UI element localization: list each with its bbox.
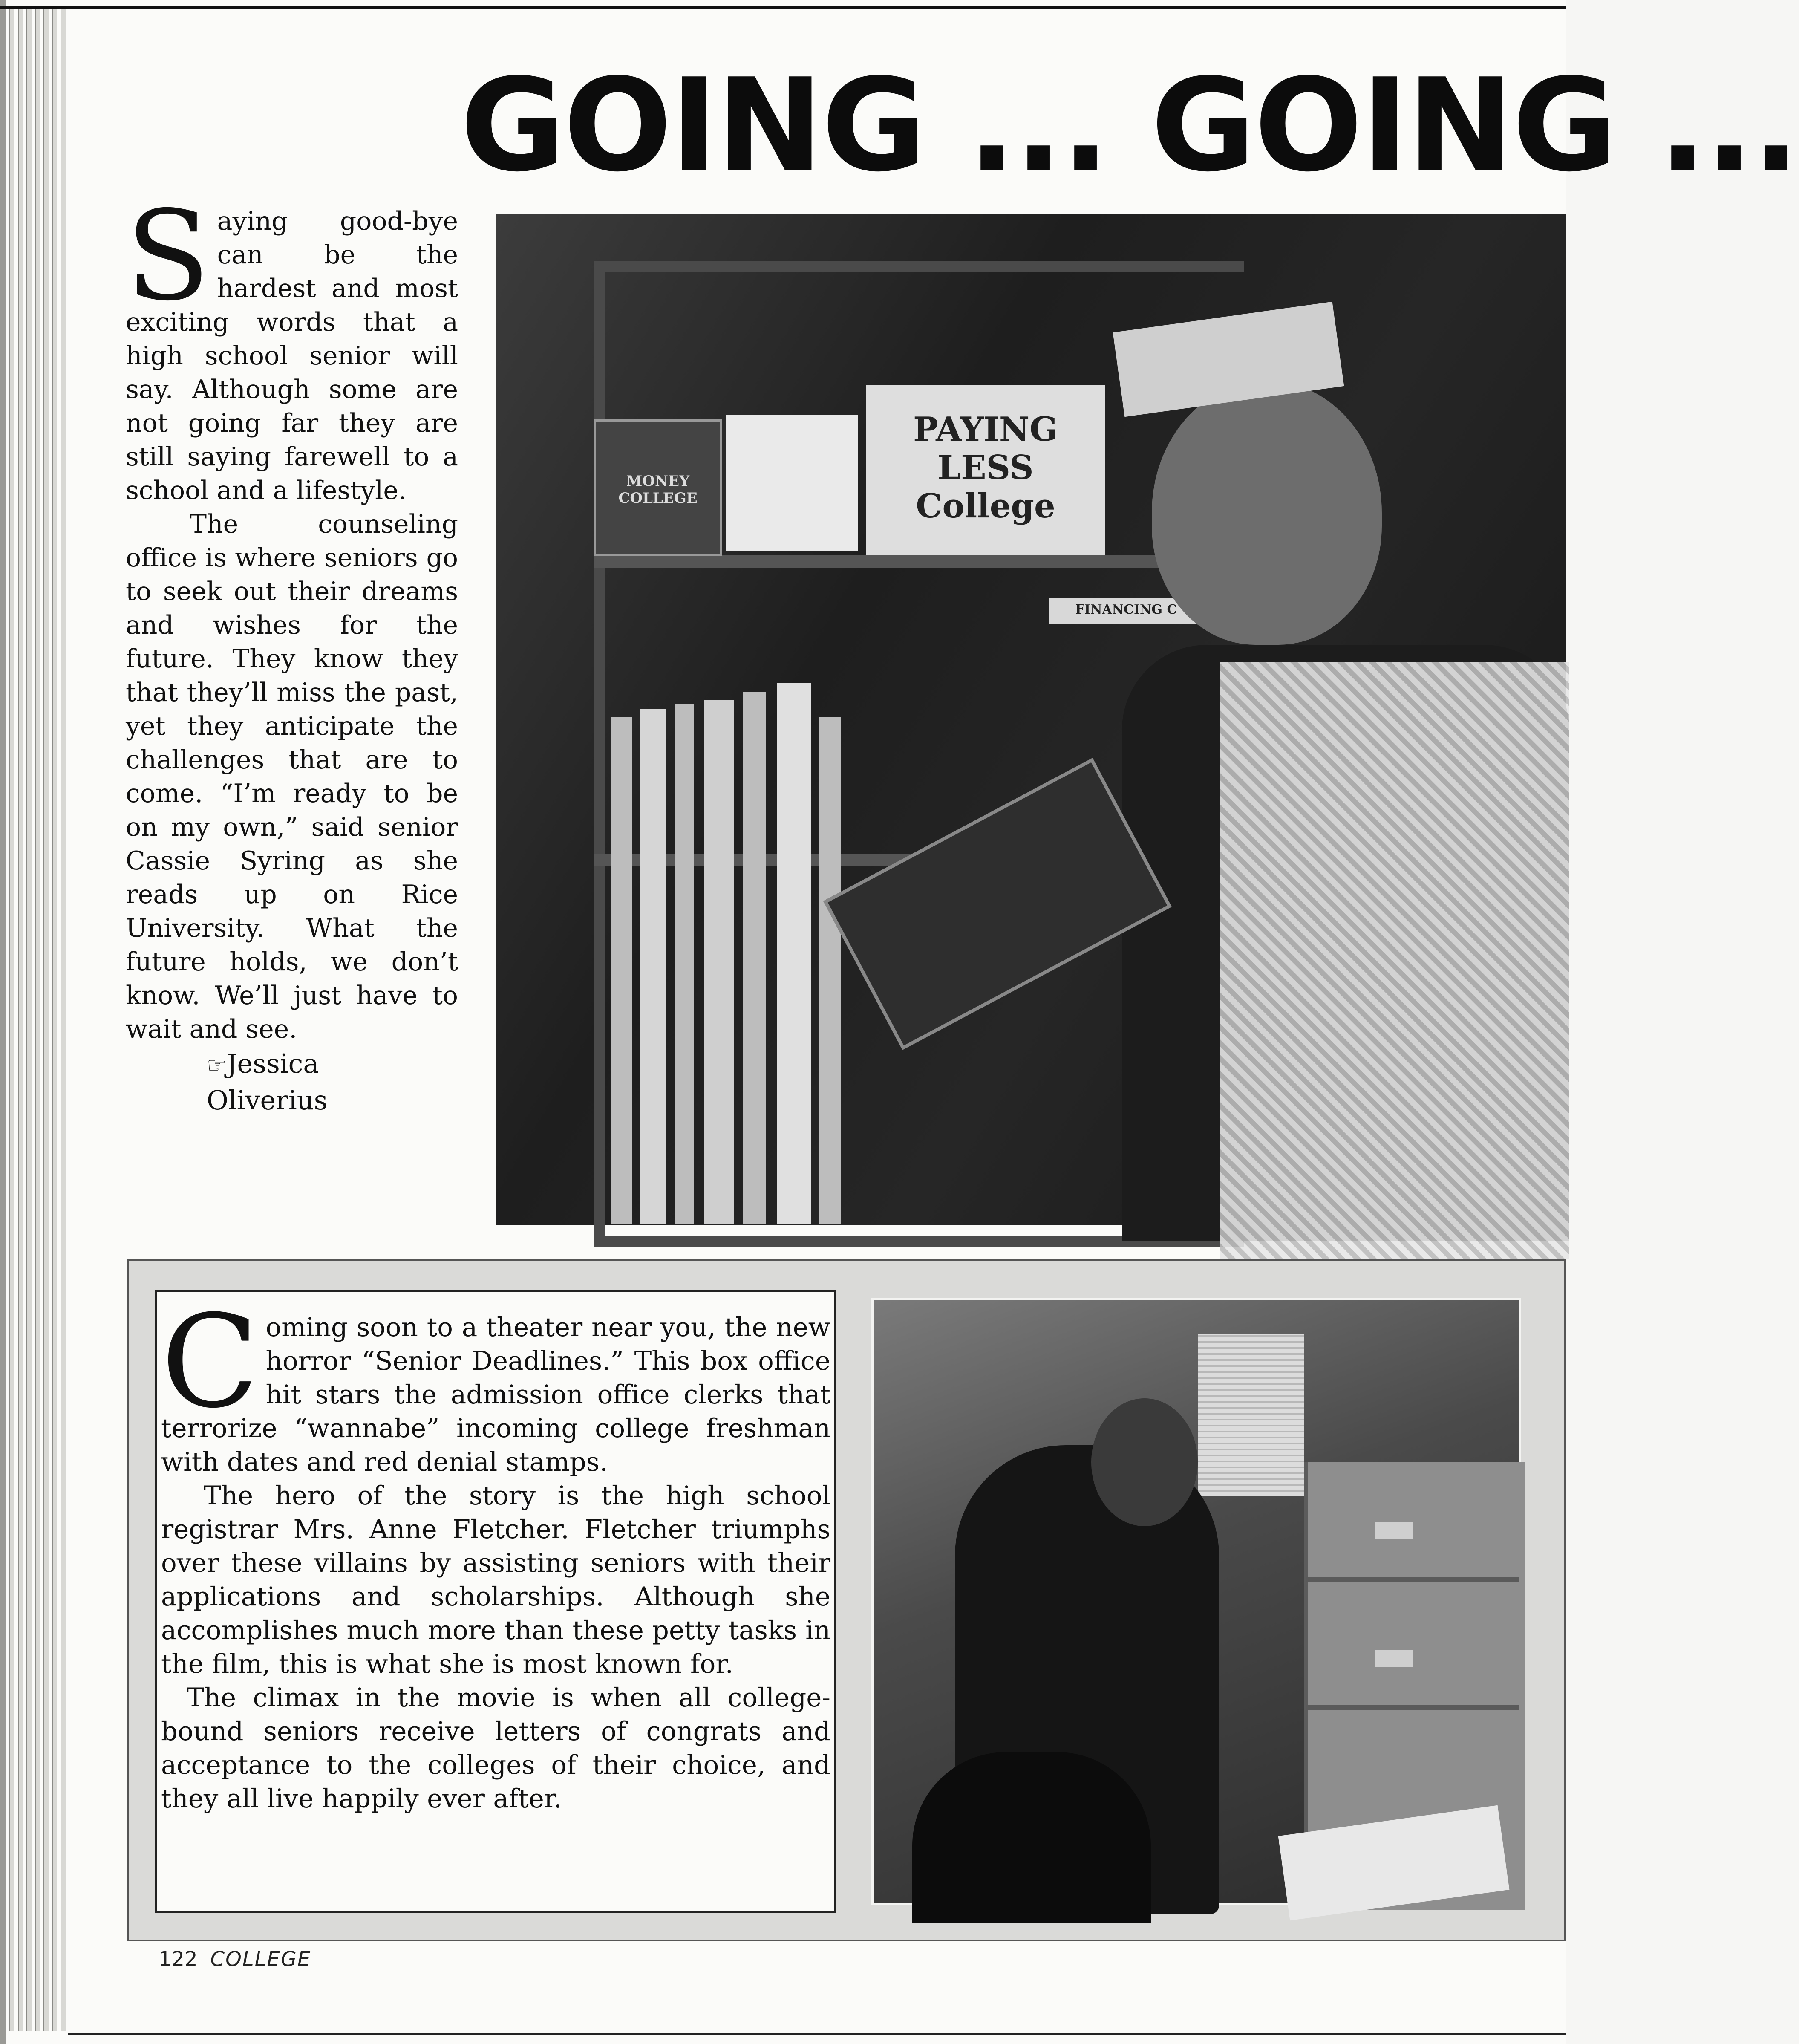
book-spine (611, 717, 632, 1224)
story-going (126, 185, 458, 1202)
page-edge (9, 9, 14, 2031)
spine (0, 0, 6, 2044)
registrar-head (1091, 1398, 1198, 1526)
page-number: 122 (159, 1947, 198, 1971)
pointing-hand-icon: ☞ (207, 1053, 227, 1078)
book-binding (0, 0, 68, 2044)
booklet-title: PAYING LESS College (913, 410, 1058, 525)
book-spine (777, 683, 811, 1224)
drawer-handle (1375, 1650, 1413, 1667)
top-rule (0, 6, 1566, 9)
story-paragraph (126, 185, 458, 508)
book-spine (743, 692, 766, 1224)
book-spine (704, 700, 734, 1224)
shelf-label-text: FINANCING C (1075, 602, 1177, 617)
story-paragraph: The counseling office is where seniors go to seek out their dreams and wishes for the future. They know they that they’ll miss the past, yet they anticipate the challenges that are to come. “I’m ready to be on my own,” said senior Cassie Syring as she reads up on Rice University. What the future holds, we don’t know. We’ll just have to wait and see. (126, 509, 458, 1044)
booklet (726, 415, 858, 551)
page-edge (52, 9, 57, 2031)
cabinet-drawer-line (1306, 1577, 1519, 1582)
photo-registrar-at-files (871, 1298, 1521, 1905)
booklet (866, 385, 1105, 555)
paragraph-text: aying good-bye can be the hardest and most exciting words that a high school senior will say. Although some are not going far they are still saying farewell to a school and a lifestyle. (126, 206, 458, 505)
page-edge (43, 9, 49, 2031)
drop-cap: C (161, 1288, 259, 1436)
office-chair (912, 1752, 1151, 1923)
byline-first-name: Jessica (226, 1048, 319, 1079)
story-senior-deadlines (155, 1290, 836, 1913)
shelf-board (594, 555, 1233, 568)
story-paragraph: The climax in the movie is when all college-bound seniors receive letters of congrats and acceptance to the colleges of their choice, and they all live happily ever after. (161, 1683, 830, 1814)
crochet-vest (1220, 662, 1569, 1259)
section-name: COLLEGE (210, 1947, 311, 1971)
booklet (594, 419, 722, 556)
page-edge (26, 9, 32, 2031)
paper-stack (1198, 1334, 1304, 1496)
booklet-title: MONEY COLLEGE (618, 473, 698, 507)
page-headline: GOING ... GOING ... (460, 51, 1799, 200)
byline (126, 1046, 458, 1118)
book-spine (640, 709, 666, 1224)
page-edge (35, 9, 40, 2031)
cabinet-drawer-line (1306, 1705, 1519, 1710)
bottom-rule (68, 2033, 1566, 2035)
byline-last-name: Oliverius (207, 1085, 328, 1116)
page-edge (61, 9, 66, 2031)
page-edge (18, 9, 23, 2031)
drop-cap: S (126, 185, 210, 328)
page-footer (159, 1944, 311, 1974)
story-paragraph (161, 1288, 830, 1479)
book-spine (675, 704, 694, 1224)
paragraph-text: oming soon to a theater near you, the new horror “Senior Deadlines.” This box office hit stars the admission office clerks that terrorize “wannabe” incoming college freshman with dates and red denial stamps. (161, 1312, 830, 1477)
book-spine (819, 717, 841, 1224)
drawer-handle (1375, 1522, 1413, 1539)
student-head (1152, 381, 1382, 645)
photo-senior-in-counseling-office (496, 214, 1566, 1225)
story-paragraph: The hero of the story is the high school registrar Mrs. Anne Fletcher. Fletcher triumphs over these villains by assisting seniors with their applications and scholarships. Although she accomplishes much more than these petty tasks in the film, this is what she is most known for. (161, 1481, 830, 1679)
